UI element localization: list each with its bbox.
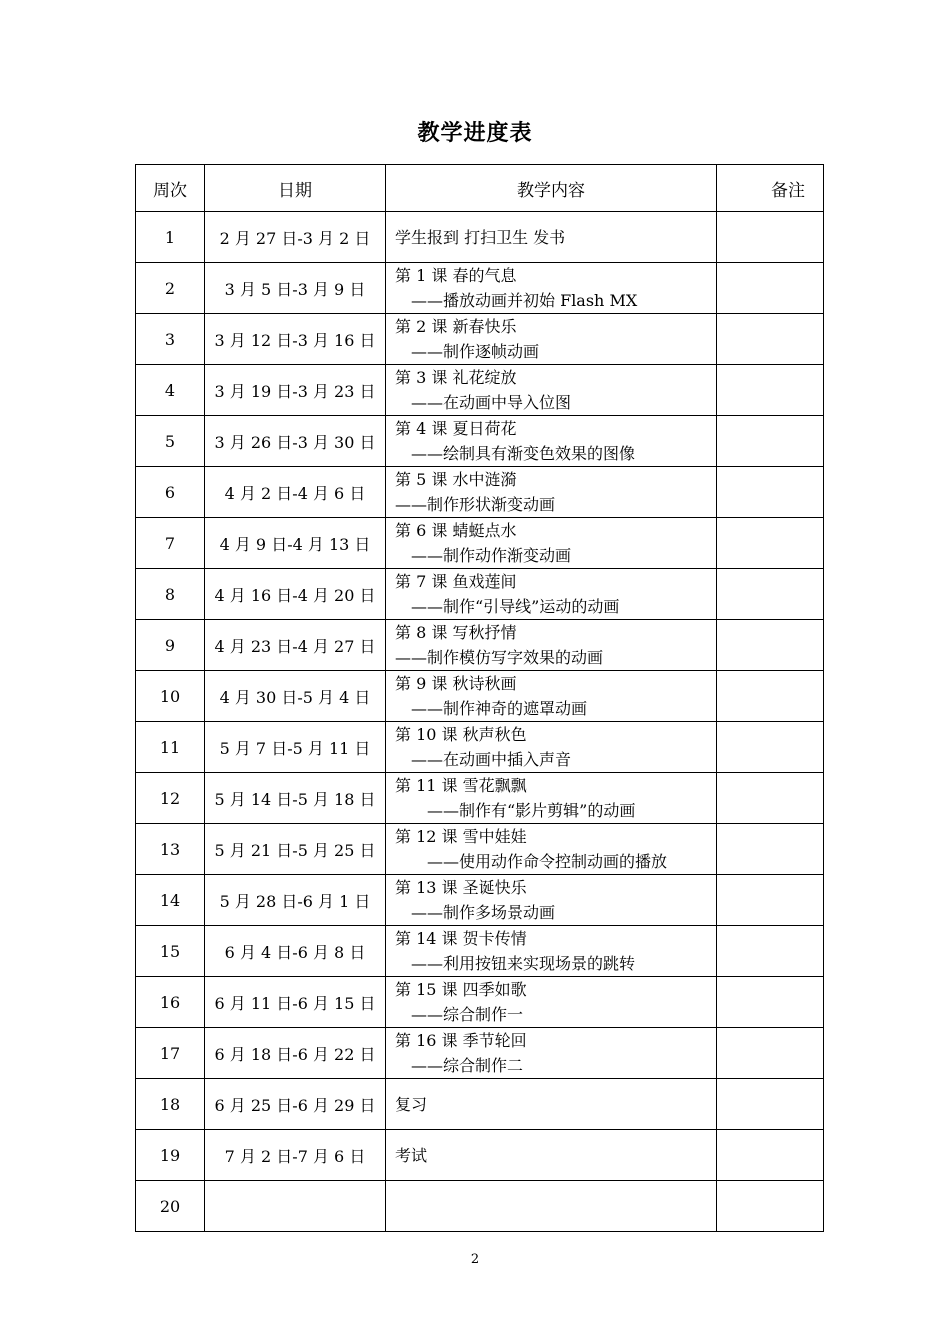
date-cell: 5 月 28 日-6 月 1 日: [205, 875, 386, 926]
content-cell: [386, 926, 717, 977]
week-cell: 19: [136, 1130, 205, 1181]
lesson-title: 第 8 课 写秋抒情: [395, 623, 517, 642]
table-body: [136, 212, 824, 1232]
date-cell: 5 月 21 日-5 月 25 日: [205, 824, 386, 875]
content-cell: [386, 1028, 717, 1079]
content-cell: [386, 875, 717, 926]
lesson-title: 第 14 课 贺卡传情: [395, 929, 527, 948]
header-note: 备注: [717, 165, 824, 212]
date-cell: 6 月 4 日-6 月 8 日: [205, 926, 386, 977]
note-cell: [717, 722, 824, 773]
date-cell: 5 月 7 日-5 月 11 日: [205, 722, 386, 773]
note-cell: [717, 365, 824, 416]
table-row: [136, 875, 824, 926]
content-cell: [386, 773, 717, 824]
date-cell: 4 月 16 日-4 月 20 日: [205, 569, 386, 620]
lesson-subtitle: ——制作有“影片剪辑”的动画: [427, 801, 636, 820]
header-content: 教学内容: [386, 165, 717, 212]
content-cell: [386, 722, 717, 773]
week-cell: 18: [136, 1079, 205, 1130]
lesson-title: 复习: [395, 1094, 428, 1114]
lesson-subtitle: ——综合制作一: [411, 1005, 524, 1024]
week-cell: 13: [136, 824, 205, 875]
lesson-title: 第 9 课 秋诗秋画: [395, 674, 517, 693]
note-cell: [717, 671, 824, 722]
table-row: [136, 467, 824, 518]
content-cell: [386, 977, 717, 1028]
date-cell: 4 月 9 日-4 月 13 日: [205, 518, 386, 569]
note-cell: [717, 977, 824, 1028]
content-cell: [386, 467, 717, 518]
lesson-subtitle: ——制作多场景动画: [411, 903, 556, 922]
lesson-subtitle: ——利用按钮来实现场景的跳转: [411, 954, 636, 973]
lesson-title: 第 5 课 水中涟漪: [395, 470, 517, 489]
date-cell: 3 月 26 日-3 月 30 日: [205, 416, 386, 467]
lesson-title: 考试: [395, 1145, 428, 1165]
lesson-title: 第 7 课 鱼戏莲间: [395, 572, 517, 591]
content-cell: [386, 1181, 717, 1232]
content-cell: [386, 620, 717, 671]
note-cell: [717, 314, 824, 365]
lesson-title: 第 16 课 季节轮回: [395, 1031, 527, 1050]
week-cell: 8: [136, 569, 205, 620]
lesson-subtitle: ——使用动作命令控制动画的播放: [427, 852, 668, 871]
week-cell: 14: [136, 875, 205, 926]
table-row: [136, 977, 824, 1028]
note-cell: [717, 569, 824, 620]
table-row: [136, 314, 824, 365]
content-cell: [386, 671, 717, 722]
lesson-subtitle: ——制作模仿写字效果的动画: [395, 648, 604, 667]
schedule-table: [135, 164, 824, 1232]
date-cell: 4 月 23 日-4 月 27 日: [205, 620, 386, 671]
note-cell: [717, 1028, 824, 1079]
lesson-title: 第 10 课 秋声秋色: [395, 725, 527, 744]
note-cell: [717, 824, 824, 875]
week-cell: 4: [136, 365, 205, 416]
date-cell: 7 月 2 日-7 月 6 日: [205, 1130, 386, 1181]
lesson-title: 第 15 课 四季如歌: [395, 980, 527, 999]
lesson-title: 学生报到 打扫卫生 发书: [395, 227, 566, 247]
lesson-title: 第 2 课 新春快乐: [395, 317, 517, 336]
table-row: [136, 1130, 824, 1181]
date-cell: 5 月 14 日-5 月 18 日: [205, 773, 386, 824]
table-row: [136, 212, 824, 263]
content-cell: [386, 263, 717, 314]
date-cell: 6 月 18 日-6 月 22 日: [205, 1028, 386, 1079]
table-row: [136, 1028, 824, 1079]
week-cell: 17: [136, 1028, 205, 1079]
date-cell: 3 月 19 日-3 月 23 日: [205, 365, 386, 416]
week-cell: 3: [136, 314, 205, 365]
lesson-subtitle: ——制作形状渐变动画: [395, 495, 556, 514]
date-cell: 3 月 12 日-3 月 16 日: [205, 314, 386, 365]
week-cell: 5: [136, 416, 205, 467]
table-row: [136, 263, 824, 314]
lesson-title: 第 4 课 夏日荷花: [395, 419, 517, 438]
date-cell: 6 月 11 日-6 月 15 日: [205, 977, 386, 1028]
week-cell: 16: [136, 977, 205, 1028]
content-cell: [386, 365, 717, 416]
table-row: [136, 620, 824, 671]
lesson-subtitle: ——播放动画并初始 Flash MX: [411, 291, 638, 310]
table-row: [136, 671, 824, 722]
table-row: [136, 1079, 824, 1130]
date-cell: 4 月 2 日-4 月 6 日: [205, 467, 386, 518]
note-cell: [717, 926, 824, 977]
page-number: 2: [470, 1252, 480, 1267]
lesson-subtitle: ——绘制具有渐变色效果的图像: [411, 444, 636, 463]
date-cell: 2 月 27 日-3 月 2 日: [205, 212, 386, 263]
lesson-title: 第 12 课 雪中娃娃: [395, 827, 527, 846]
note-cell: [717, 212, 824, 263]
table-row: [136, 926, 824, 977]
header-date: 日期: [205, 165, 386, 212]
table-row: [136, 518, 824, 569]
note-cell: [717, 263, 824, 314]
note-cell: [717, 875, 824, 926]
week-cell: 6: [136, 467, 205, 518]
note-cell: [717, 518, 824, 569]
table-row: [136, 416, 824, 467]
week-cell: 2: [136, 263, 205, 314]
lesson-subtitle: ——制作神奇的遮罩动画: [411, 699, 588, 718]
lesson-title: 第 1 课 春的气息: [395, 266, 517, 285]
week-cell: 1: [136, 212, 205, 263]
table-row: [136, 824, 824, 875]
content-cell: [386, 212, 717, 263]
lesson-subtitle: ——制作“引导线”运动的动画: [411, 597, 620, 616]
note-cell: [717, 773, 824, 824]
week-cell: 9: [136, 620, 205, 671]
week-cell: 11: [136, 722, 205, 773]
lesson-subtitle: ——制作动作渐变动画: [411, 546, 572, 565]
note-cell: [717, 1079, 824, 1130]
note-cell: [717, 620, 824, 671]
table-row: [136, 569, 824, 620]
lesson-title: 第 11 课 雪花飘飘: [395, 776, 527, 795]
note-cell: [717, 467, 824, 518]
week-cell: 12: [136, 773, 205, 824]
week-cell: 7: [136, 518, 205, 569]
page-title: 教学进度表: [417, 120, 533, 146]
content-cell: [386, 1130, 717, 1181]
content-cell: [386, 518, 717, 569]
table-row: [136, 1181, 824, 1232]
note-cell: [717, 1181, 824, 1232]
date-cell: 3 月 5 日-3 月 9 日: [205, 263, 386, 314]
week-cell: 10: [136, 671, 205, 722]
content-cell: [386, 824, 717, 875]
date-cell: [205, 1181, 386, 1232]
week-cell: 15: [136, 926, 205, 977]
content-cell: [386, 1079, 717, 1130]
content-cell: [386, 569, 717, 620]
lesson-subtitle: ——在动画中导入位图: [411, 393, 572, 412]
table-row: [136, 773, 824, 824]
lesson-title: 第 13 课 圣诞快乐: [395, 878, 527, 897]
content-cell: [386, 416, 717, 467]
table-header-row: [136, 165, 824, 212]
note-cell: [717, 1130, 824, 1181]
lesson-title: 第 6 课 蜻蜓点水: [395, 521, 517, 540]
date-cell: 4 月 30 日-5 月 4 日: [205, 671, 386, 722]
lesson-subtitle: ——制作逐帧动画: [411, 342, 540, 361]
lesson-subtitle: ——综合制作二: [411, 1056, 524, 1075]
week-cell: 20: [136, 1181, 205, 1232]
table-row: [136, 365, 824, 416]
note-cell: [717, 416, 824, 467]
content-cell: [386, 314, 717, 365]
table-row: [136, 722, 824, 773]
lesson-subtitle: ——在动画中插入声音: [411, 750, 572, 769]
header-week: 周次: [136, 165, 205, 212]
date-cell: 6 月 25 日-6 月 29 日: [205, 1079, 386, 1130]
lesson-title: 第 3 课 礼花绽放: [395, 368, 517, 387]
